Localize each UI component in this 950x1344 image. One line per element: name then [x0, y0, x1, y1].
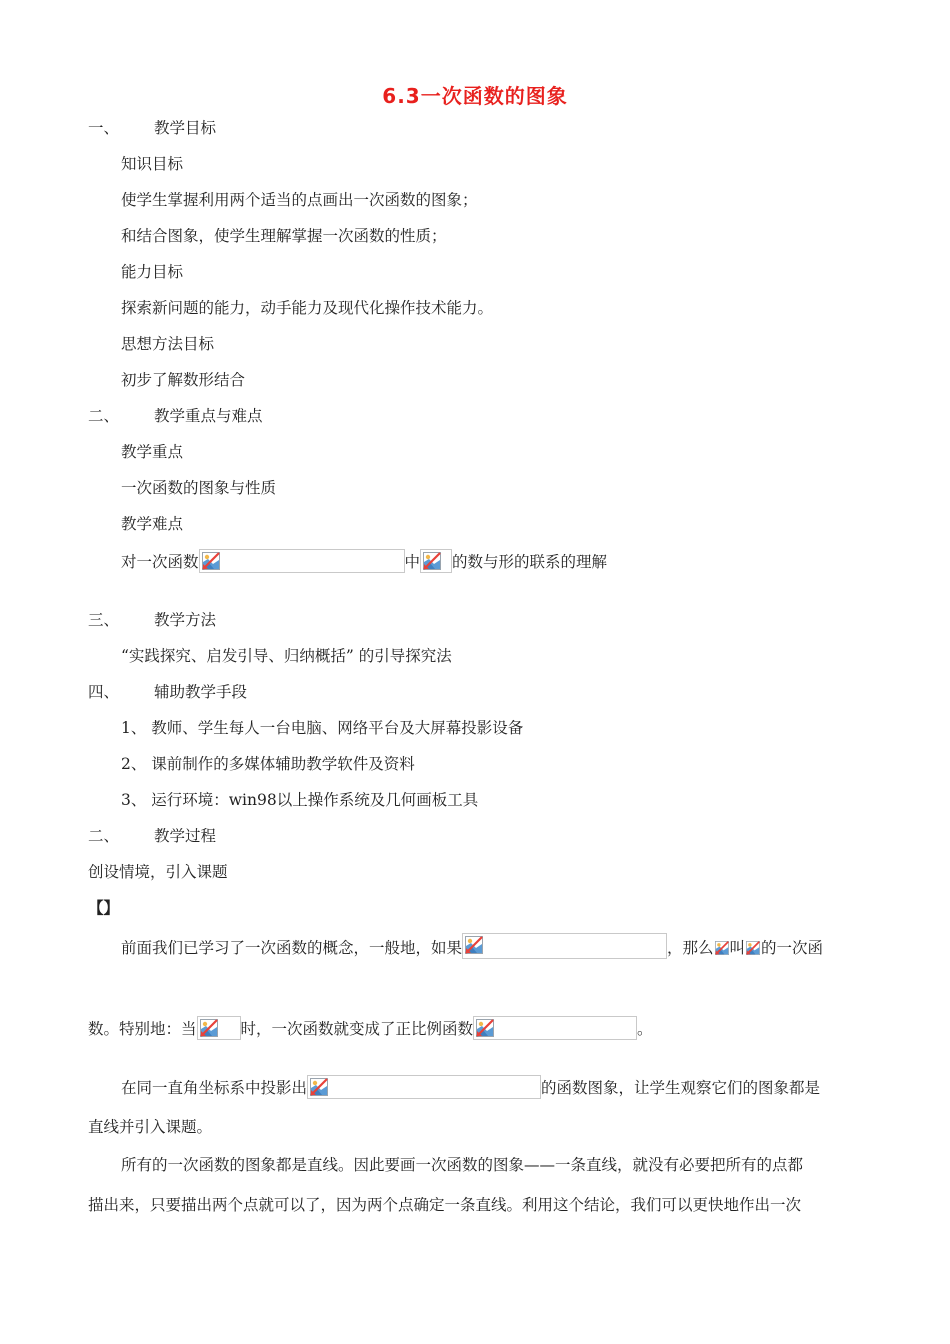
broken-image-icon	[715, 941, 729, 955]
section-label: 教学过程	[154, 827, 217, 845]
paragraph	[121, 549, 607, 573]
broken-image-icon	[199, 549, 405, 573]
page-title: 6.3一次函数的图象	[382, 84, 568, 108]
broken-image-icon	[197, 1016, 241, 1040]
broken-image-icon	[714, 935, 730, 959]
text-run: 在同一直角坐标系中投影出	[121, 1079, 308, 1097]
text-run: 的函数图象，让学生观察它们的图象都是	[541, 1079, 821, 1097]
section-heading	[88, 609, 216, 631]
broken-image-icon	[420, 549, 452, 573]
bracket-marker: 【】	[88, 899, 120, 917]
text-run: 时，一次函数就变成了正比例函数	[240, 1020, 474, 1038]
paragraph: 初步了解数形结合	[121, 371, 246, 389]
paragraph: “实践探究、启发引导、归纳概括” 的引导探究法	[121, 647, 452, 665]
list-item: 2、 课前制作的多媒体辅助教学软件及资料	[121, 755, 415, 773]
list-item: 1、 教师、学生每人一台电脑、网络平台及大屏幕投影设备	[121, 719, 524, 737]
list-item: 3、 运行环境：win98以上操作系统及几何画板工具	[121, 791, 479, 809]
section-number: 四、	[88, 683, 120, 701]
sub-heading: 思想方法目标	[121, 335, 215, 353]
text-run: ，那么	[667, 939, 714, 957]
section-number: 一、	[88, 119, 120, 137]
section-number: 二、	[88, 407, 120, 425]
section-label: 教学目标	[154, 119, 217, 137]
broken-image-icon	[307, 1075, 541, 1099]
section-heading	[88, 117, 216, 139]
sub-heading: 教学难点	[121, 515, 184, 533]
broken-image-icon	[465, 936, 483, 954]
paragraph: 使学生掌握利用两个适当的点画出一次函数的图象；	[121, 191, 478, 209]
sub-heading: 能力目标	[121, 263, 184, 281]
text-run: 对一次函数	[121, 553, 199, 571]
broken-image-icon	[423, 552, 441, 570]
paragraph	[121, 1075, 820, 1099]
section-number: 二、	[88, 827, 120, 845]
text-run: 前面我们已学习了一次函数的概念，一般地，如果	[121, 939, 463, 957]
text-run: 的一次函	[761, 939, 824, 957]
broken-image-icon	[746, 941, 760, 955]
paragraph: 直线并引入课题。	[88, 1118, 213, 1136]
section-number: 三、	[88, 611, 120, 629]
section-heading	[88, 825, 216, 847]
broken-image-icon	[473, 1016, 637, 1040]
section-heading	[88, 405, 263, 427]
paragraph	[121, 933, 823, 959]
text-run: 中	[404, 553, 421, 571]
paragraph: 和结合图象，使学生理解掌握一次函数的性质；	[121, 227, 447, 245]
paragraph	[88, 1016, 653, 1040]
sub-heading: 创设情境，引入课题	[88, 863, 228, 881]
text-run: 数。特别地：当	[88, 1020, 197, 1038]
section-label: 辅助教学手段	[154, 683, 248, 701]
text-run: 。	[637, 1020, 653, 1038]
paragraph: 一次函数的图象与性质	[121, 479, 277, 497]
section-heading	[88, 681, 247, 703]
section-label: 教学方法	[154, 611, 217, 629]
paragraph: 探索新问题的能力，动手能力及现代化操作技术能力。	[121, 299, 494, 317]
broken-image-icon	[310, 1078, 328, 1096]
broken-image-icon	[462, 933, 667, 959]
paragraph: 描出来，只要描出两个点就可以了，因为两个点确定一条直线。利用这个结论，我们可以更快地作出一次	[88, 1196, 802, 1214]
section-label: 教学重点与难点	[154, 407, 263, 425]
text-run: 的数与形的联系的理解	[452, 553, 608, 571]
sub-heading: 知识目标	[121, 155, 184, 173]
broken-image-icon	[476, 1019, 494, 1037]
text-run: 叫	[729, 939, 746, 957]
broken-image-icon	[200, 1019, 218, 1037]
broken-image-icon	[745, 935, 761, 959]
paragraph: 所有的一次函数的图象都是直线。因此要画一次函数的图象——一条直线，就没有必要把所有的点都	[121, 1156, 804, 1174]
sub-heading: 教学重点	[121, 443, 184, 461]
broken-image-icon	[202, 552, 220, 570]
